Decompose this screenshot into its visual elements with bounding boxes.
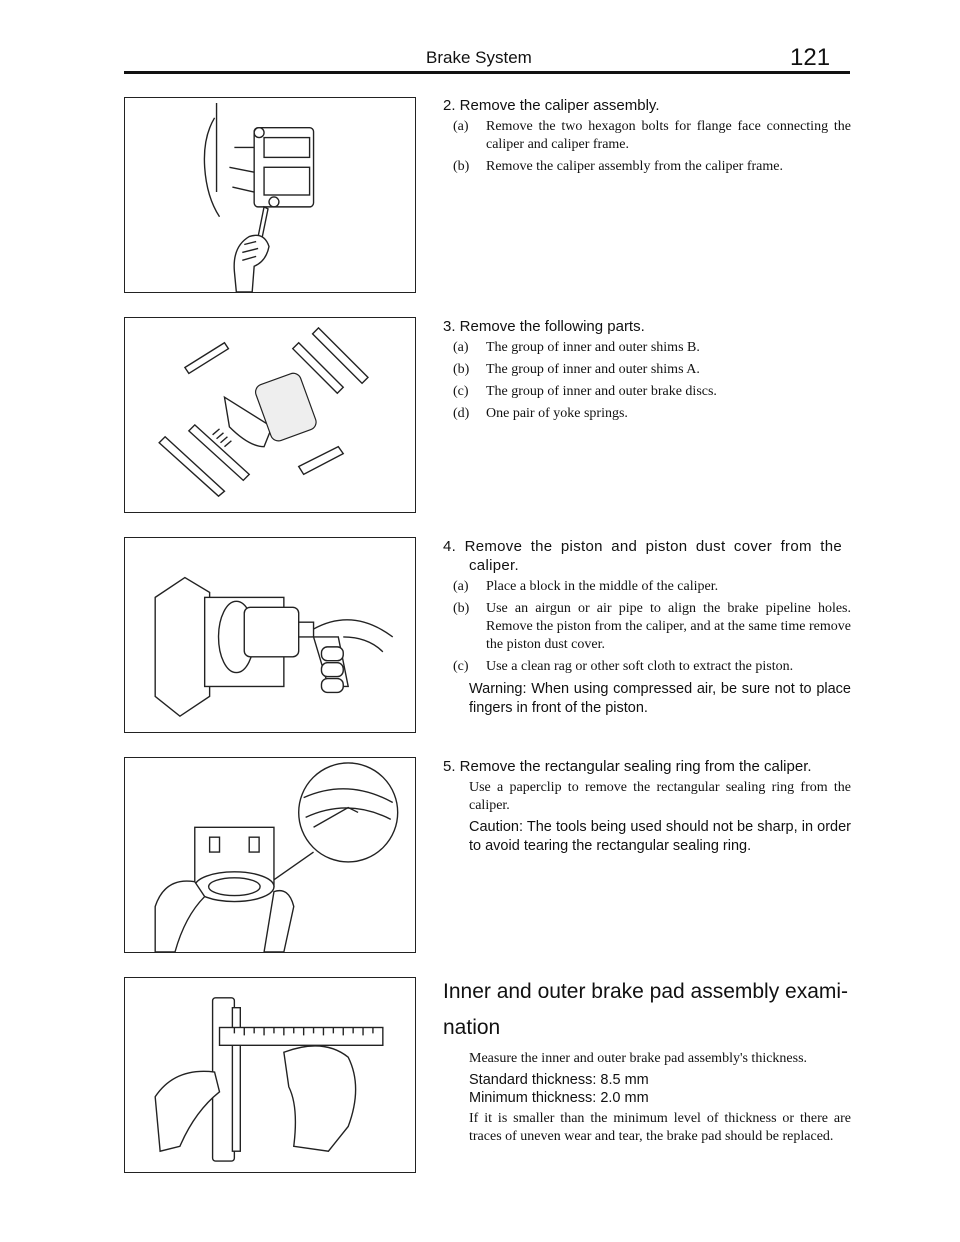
item-label: (c) — [453, 384, 469, 399]
step-4-item-c — [443, 658, 851, 676]
item-text: Place a block in the middle of the caliper. — [486, 579, 719, 594]
step-5-text: Use a paperclip to remove the rectangular sealing ring from the caliper. — [469, 780, 851, 813]
page-number: 121 — [790, 44, 831, 71]
step-3-item-d — [443, 405, 851, 423]
examination-conclusion: If it is smaller than the minimum level of thickness or there are traces of uneven wear and tear, the brake pad should be replaced. — [469, 1111, 851, 1144]
item-label: (a) — [453, 340, 469, 355]
item-text: Remove the caliper assembly from the caliper frame. — [486, 159, 783, 174]
item-text: The group of inner and outer shims B. — [486, 340, 700, 355]
step-3-title: 3. Remove the following parts. — [443, 318, 645, 335]
section-title: Brake System — [426, 48, 532, 67]
item-label: (b) — [453, 601, 470, 616]
item-label: (a) — [453, 579, 469, 594]
step-4-title: 4. Remove the piston and piston dust cover from the caliper. — [443, 538, 842, 574]
step-3 — [443, 317, 851, 427]
step-4 — [443, 537, 851, 721]
standard-thickness: Standard thickness: 8.5 mm — [469, 1072, 649, 1088]
step-3-item-a — [443, 339, 851, 357]
step-3-item-b — [443, 361, 851, 379]
item-label: (a) — [453, 119, 469, 134]
step-2 — [443, 96, 851, 180]
item-text: The group of inner and outer shims A. — [486, 362, 700, 377]
item-label: (c) — [453, 659, 469, 674]
examination-section — [443, 974, 851, 1149]
figure-pad-measurement — [124, 977, 416, 1173]
figure-caliper-removal — [124, 97, 416, 293]
warning-note: Warning: When using compressed air, be sure not to place fingers in front of the piston. — [469, 681, 851, 716]
step-2-title: 2. Remove the caliper assembly. — [443, 97, 660, 114]
step-4-item-b — [443, 600, 851, 654]
examination-heading: Inner and outer brake pad assembly exami-nation — [443, 980, 849, 1039]
step-2-item-b — [443, 158, 851, 176]
item-label: (b) — [453, 159, 470, 174]
step-5 — [443, 757, 851, 859]
examination-text: Measure the inner and outer brake pad assembly's thickness. — [469, 1051, 808, 1066]
item-text: Remove the two hexagon bolts for flange face connecting the caliper and caliper frame. — [486, 119, 851, 152]
step-2-item-a — [443, 118, 851, 154]
figure-piston-airgun — [124, 537, 416, 733]
minimum-thickness: Minimum thickness: 2.0 mm — [469, 1090, 649, 1106]
step-3-item-c — [443, 383, 851, 401]
caution-note: Caution: The tools being used should not be sharp, in order to avoid tearing the rectangular sealing ring. — [469, 819, 851, 854]
item-label: (d) — [453, 406, 470, 421]
item-text: Use a clean rag or other soft cloth to extract the piston. — [486, 659, 794, 674]
item-text: Use an airgun or air pipe to align the brake pipeline holes. Remove the piston from the caliper, and at the same time remove the piston dust cover. — [486, 601, 851, 652]
item-text: The group of inner and outer brake discs. — [486, 384, 717, 399]
header-divider — [124, 71, 850, 74]
step-4-item-a — [443, 578, 851, 596]
item-text: One pair of yoke springs. — [486, 406, 628, 421]
item-label: (b) — [453, 362, 470, 377]
figure-sealing-ring — [124, 757, 416, 953]
figure-exploded-parts — [124, 317, 416, 513]
step-5-title: 5. Remove the rectangular sealing ring from the caliper. — [443, 758, 812, 775]
